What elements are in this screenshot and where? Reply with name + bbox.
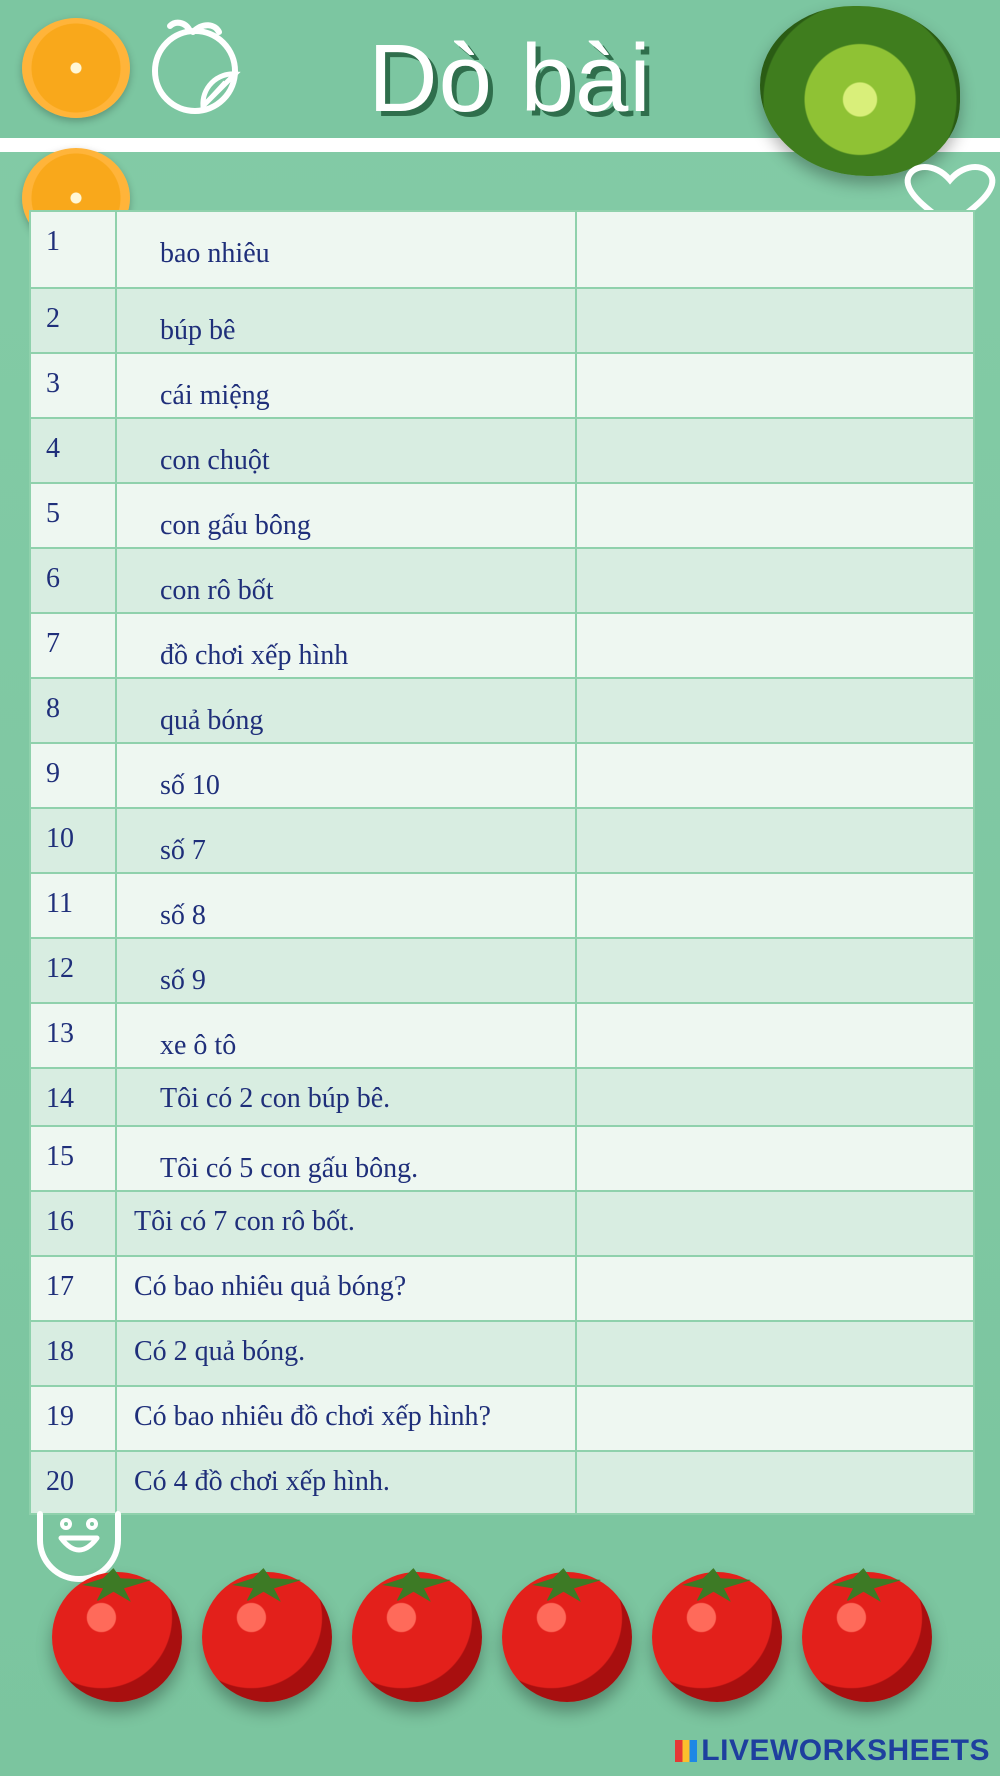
table-row: [30, 1003, 974, 1068]
row-word: Có bao nhiêu đồ chơi xếp hình?: [116, 1386, 576, 1451]
row-number: 9: [30, 743, 116, 808]
table-row: [30, 418, 974, 483]
answer-field[interactable]: [576, 1386, 974, 1451]
answer-field[interactable]: [576, 1321, 974, 1386]
table-row: [30, 483, 974, 548]
row-word: số 9: [116, 938, 576, 1003]
row-number: 17: [30, 1256, 116, 1321]
row-number: 7: [30, 613, 116, 678]
row-number: 20: [30, 1451, 116, 1514]
footer-brand[interactable]: [675, 1734, 990, 1768]
row-number: 4: [30, 418, 116, 483]
row-number: 5: [30, 483, 116, 548]
answer-field[interactable]: [576, 211, 974, 288]
row-number: 3: [30, 353, 116, 418]
table-row: [30, 1386, 974, 1451]
row-word: Tôi có 2 con búp bê.: [116, 1068, 576, 1126]
row-word: con chuột: [116, 418, 576, 483]
row-number: 10: [30, 808, 116, 873]
table-row: [30, 938, 974, 1003]
row-word: quả bóng: [116, 678, 576, 743]
table-row: [30, 1256, 974, 1321]
vocabulary-table: [29, 210, 973, 1515]
row-number: 11: [30, 873, 116, 938]
table-row: [30, 1191, 974, 1256]
row-number: 13: [30, 1003, 116, 1068]
row-word: Có 4 đồ chơi xếp hình.: [116, 1451, 576, 1514]
table-row: [30, 211, 974, 288]
answer-field[interactable]: [576, 808, 974, 873]
row-number: 12: [30, 938, 116, 1003]
table-row: [30, 873, 974, 938]
answer-field[interactable]: [576, 1003, 974, 1068]
table-row: [30, 678, 974, 743]
tomato-icon: [802, 1572, 932, 1702]
row-word: Có 2 quả bóng.: [116, 1321, 576, 1386]
page-title: Dò bài: [368, 25, 652, 132]
table-row: [30, 1126, 974, 1191]
row-word: cái miệng: [116, 353, 576, 418]
liveworksheets-logo-icon: [675, 1740, 697, 1762]
smiley-icon: [36, 1510, 122, 1582]
answer-field[interactable]: [576, 288, 974, 353]
tomato-icon: [202, 1572, 332, 1702]
row-word: bao nhiêu: [116, 211, 576, 288]
tomato-icon: [502, 1572, 632, 1702]
answer-field[interactable]: [576, 873, 974, 938]
answer-field[interactable]: [576, 1451, 974, 1514]
row-number: 15: [30, 1126, 116, 1191]
answer-field[interactable]: [576, 483, 974, 548]
table-row: [30, 1321, 974, 1386]
answer-field[interactable]: [576, 938, 974, 1003]
table-row: [30, 548, 974, 613]
row-number: 2: [30, 288, 116, 353]
row-number: 1: [30, 211, 116, 288]
table-row: [30, 613, 974, 678]
row-word: số 8: [116, 873, 576, 938]
row-number: 16: [30, 1191, 116, 1256]
answer-field[interactable]: [576, 1256, 974, 1321]
row-word: con rô bốt: [116, 548, 576, 613]
row-word: số 10: [116, 743, 576, 808]
row-word: búp bê: [116, 288, 576, 353]
row-word: đồ chơi xếp hình: [116, 613, 576, 678]
tomato-icon: [352, 1572, 482, 1702]
table-row: [30, 288, 974, 353]
orange-icon: [22, 18, 130, 118]
answer-field[interactable]: [576, 678, 974, 743]
row-word: Tôi có 7 con rô bốt.: [116, 1191, 576, 1256]
row-number: 8: [30, 678, 116, 743]
row-number: 14: [30, 1068, 116, 1126]
orange-outline-icon: [145, 16, 247, 116]
table-row: [30, 808, 974, 873]
table-row: [30, 1451, 974, 1514]
row-number: 19: [30, 1386, 116, 1451]
tomato-icon: [52, 1572, 182, 1702]
answer-field[interactable]: [576, 1068, 974, 1126]
answer-field[interactable]: [576, 353, 974, 418]
row-word: Tôi có 5 con gấu bông.: [116, 1126, 576, 1191]
row-number: 6: [30, 548, 116, 613]
table-row: [30, 1068, 974, 1126]
row-number: 18: [30, 1321, 116, 1386]
answer-field[interactable]: [576, 418, 974, 483]
row-word: con gấu bông: [116, 483, 576, 548]
answer-field[interactable]: [576, 613, 974, 678]
brand-text: LIVEWORKSHEETS: [701, 1734, 990, 1767]
row-word: Có bao nhiêu quả bóng?: [116, 1256, 576, 1321]
row-word: xe ô tô: [116, 1003, 576, 1068]
answer-field[interactable]: [576, 743, 974, 808]
table-row: [30, 743, 974, 808]
tomato-icon: [652, 1572, 782, 1702]
answer-field[interactable]: [576, 1126, 974, 1191]
table-row: [30, 353, 974, 418]
row-word: số 7: [116, 808, 576, 873]
answer-field[interactable]: [576, 548, 974, 613]
answer-field[interactable]: [576, 1191, 974, 1256]
